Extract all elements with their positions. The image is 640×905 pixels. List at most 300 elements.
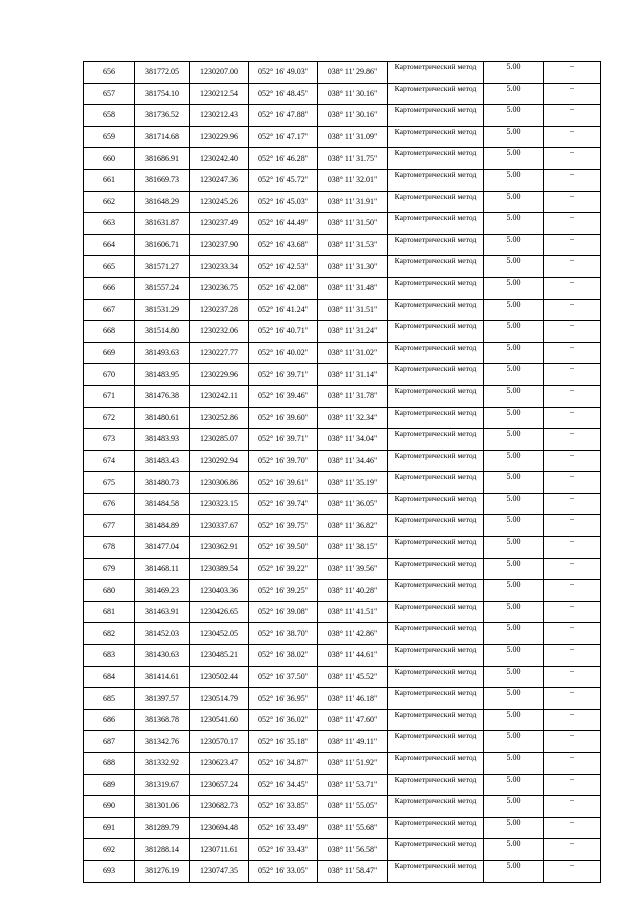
point-number-cell: 662 <box>84 191 135 213</box>
y-coordinate-cell: 1230711.61 <box>190 839 249 861</box>
method-cell: Картометрический метод <box>388 817 484 839</box>
latitude-cell: 052° 16' 43.68" <box>249 234 318 256</box>
table-row <box>84 62 601 84</box>
longitude-cell: 038° 11' 46.18" <box>318 688 388 710</box>
method-cell: Картометрический метод <box>388 537 484 559</box>
point-number-cell: 688 <box>84 753 135 775</box>
latitude-cell: 052° 16' 41.24" <box>249 299 318 321</box>
accuracy-cell: 5.00 <box>484 493 544 515</box>
table-row <box>84 688 601 710</box>
y-coordinate-cell: 1230403.36 <box>190 580 249 602</box>
y-coordinate-cell: 1230237.90 <box>190 234 249 256</box>
y-coordinate-cell: 1230485.21 <box>190 645 249 667</box>
longitude-cell: 038° 11' 51.92" <box>318 753 388 775</box>
accuracy-cell: 5.00 <box>484 601 544 623</box>
longitude-cell: 038° 11' 34.04" <box>318 429 388 451</box>
x-coordinate-cell: 381772.05 <box>135 62 190 84</box>
table-row <box>84 839 601 861</box>
method-cell: Картометрический метод <box>388 169 484 191</box>
x-coordinate-cell: 381571.27 <box>135 256 190 278</box>
x-coordinate-cell: 381430.63 <box>135 645 190 667</box>
y-coordinate-cell: 1230237.28 <box>190 299 249 321</box>
accuracy-cell: 5.00 <box>484 580 544 602</box>
x-coordinate-cell: 381557.24 <box>135 277 190 299</box>
x-coordinate-cell: 381514.80 <box>135 321 190 343</box>
point-number-cell: 670 <box>84 364 135 386</box>
latitude-cell: 052° 16' 39.75" <box>249 515 318 537</box>
method-cell: Картометрический метод <box>388 429 484 451</box>
y-coordinate-cell: 1230242.11 <box>190 385 249 407</box>
table-row <box>84 753 601 775</box>
latitude-cell: 052° 16' 45.72" <box>249 169 318 191</box>
note-cell: – <box>544 429 601 451</box>
method-cell: Картометрический метод <box>388 580 484 602</box>
accuracy-cell: 5.00 <box>484 839 544 861</box>
method-cell: Картометрический метод <box>388 601 484 623</box>
accuracy-cell: 5.00 <box>484 105 544 127</box>
point-number-cell: 677 <box>84 515 135 537</box>
x-coordinate-cell: 381342.76 <box>135 731 190 753</box>
y-coordinate-cell: 1230237.49 <box>190 213 249 235</box>
method-cell: Картометрический метод <box>388 234 484 256</box>
x-coordinate-cell: 381480.73 <box>135 472 190 494</box>
accuracy-cell: 5.00 <box>484 148 544 170</box>
latitude-cell: 052° 16' 39.22" <box>249 558 318 580</box>
method-cell: Картометрический метод <box>388 191 484 213</box>
latitude-cell: 052° 16' 46.28" <box>249 148 318 170</box>
point-number-cell: 680 <box>84 580 135 602</box>
longitude-cell: 038° 11' 56.58" <box>318 839 388 861</box>
note-cell: – <box>544 601 601 623</box>
method-cell: Картометрический метод <box>388 796 484 818</box>
method-cell: Картометрический метод <box>388 213 484 235</box>
table-row <box>84 342 601 364</box>
note-cell: – <box>544 450 601 472</box>
y-coordinate-cell: 1230541.60 <box>190 709 249 731</box>
method-cell: Картометрический метод <box>388 774 484 796</box>
note-cell: – <box>544 385 601 407</box>
accuracy-cell: 5.00 <box>484 277 544 299</box>
point-number-cell: 656 <box>84 62 135 84</box>
point-number-cell: 676 <box>84 493 135 515</box>
x-coordinate-cell: 381736.52 <box>135 105 190 127</box>
longitude-cell: 038° 11' 31.48" <box>318 277 388 299</box>
accuracy-cell: 5.00 <box>484 385 544 407</box>
x-coordinate-cell: 381288.14 <box>135 839 190 861</box>
accuracy-cell: 5.00 <box>484 450 544 472</box>
latitude-cell: 052° 16' 33.85" <box>249 796 318 818</box>
y-coordinate-cell: 1230232.06 <box>190 321 249 343</box>
longitude-cell: 038° 11' 31.78" <box>318 385 388 407</box>
note-cell: – <box>544 256 601 278</box>
table-row <box>84 580 601 602</box>
latitude-cell: 052° 16' 42.08" <box>249 277 318 299</box>
latitude-cell: 052° 16' 33.43" <box>249 839 318 861</box>
x-coordinate-cell: 381332.92 <box>135 753 190 775</box>
table-row <box>84 796 601 818</box>
longitude-cell: 038° 11' 58.47" <box>318 860 388 882</box>
y-coordinate-cell: 1230657.24 <box>190 774 249 796</box>
point-number-cell: 681 <box>84 601 135 623</box>
method-cell: Картометрический метод <box>388 666 484 688</box>
accuracy-cell: 5.00 <box>484 234 544 256</box>
x-coordinate-cell: 381452.03 <box>135 623 190 645</box>
table-row <box>84 105 601 127</box>
table-row <box>84 213 601 235</box>
table-row <box>84 645 601 667</box>
method-cell: Картометрический метод <box>388 83 484 105</box>
accuracy-cell: 5.00 <box>484 256 544 278</box>
latitude-cell: 052° 16' 39.50" <box>249 537 318 559</box>
accuracy-cell: 5.00 <box>484 774 544 796</box>
y-coordinate-cell: 1230247.36 <box>190 169 249 191</box>
y-coordinate-cell: 1230389.54 <box>190 558 249 580</box>
longitude-cell: 038° 11' 53.71" <box>318 774 388 796</box>
y-coordinate-cell: 1230252.86 <box>190 407 249 429</box>
accuracy-cell: 5.00 <box>484 169 544 191</box>
latitude-cell: 052° 16' 39.46" <box>249 385 318 407</box>
longitude-cell: 038° 11' 42.86" <box>318 623 388 645</box>
x-coordinate-cell: 381483.95 <box>135 364 190 386</box>
coordinates-table <box>83 61 601 883</box>
method-cell: Картометрический метод <box>388 645 484 667</box>
method-cell: Картометрический метод <box>388 731 484 753</box>
x-coordinate-cell: 381754.10 <box>135 83 190 105</box>
table-row <box>84 83 601 105</box>
x-coordinate-cell: 381397.57 <box>135 688 190 710</box>
accuracy-cell: 5.00 <box>484 860 544 882</box>
point-number-cell: 672 <box>84 407 135 429</box>
table-row <box>84 148 601 170</box>
accuracy-cell: 5.00 <box>484 537 544 559</box>
longitude-cell: 038° 11' 49.11" <box>318 731 388 753</box>
method-cell: Картометрический метод <box>388 450 484 472</box>
y-coordinate-cell: 1230452.05 <box>190 623 249 645</box>
table-row <box>84 537 601 559</box>
accuracy-cell: 5.00 <box>484 407 544 429</box>
accuracy-cell: 5.00 <box>484 472 544 494</box>
accuracy-cell: 5.00 <box>484 191 544 213</box>
note-cell: – <box>544 580 601 602</box>
y-coordinate-cell: 1230362.91 <box>190 537 249 559</box>
point-number-cell: 691 <box>84 817 135 839</box>
method-cell: Картометрический метод <box>388 860 484 882</box>
latitude-cell: 052° 16' 38.02" <box>249 645 318 667</box>
note-cell: – <box>544 105 601 127</box>
accuracy-cell: 5.00 <box>484 126 544 148</box>
longitude-cell: 038° 11' 30.16" <box>318 83 388 105</box>
point-number-cell: 690 <box>84 796 135 818</box>
longitude-cell: 038° 11' 31.02" <box>318 342 388 364</box>
accuracy-cell: 5.00 <box>484 817 544 839</box>
table-row <box>84 817 601 839</box>
table-row <box>84 321 601 343</box>
y-coordinate-cell: 1230236.75 <box>190 277 249 299</box>
y-coordinate-cell: 1230229.96 <box>190 364 249 386</box>
y-coordinate-cell: 1230514.79 <box>190 688 249 710</box>
accuracy-cell: 5.00 <box>484 321 544 343</box>
method-cell: Картометрический метод <box>388 515 484 537</box>
method-cell: Картометрический метод <box>388 385 484 407</box>
longitude-cell: 038° 11' 31.09" <box>318 126 388 148</box>
point-number-cell: 679 <box>84 558 135 580</box>
point-number-cell: 667 <box>84 299 135 321</box>
latitude-cell: 052° 16' 47.88" <box>249 105 318 127</box>
table-body <box>84 62 601 883</box>
longitude-cell: 038° 11' 31.24" <box>318 321 388 343</box>
point-number-cell: 689 <box>84 774 135 796</box>
accuracy-cell: 5.00 <box>484 83 544 105</box>
table-row <box>84 169 601 191</box>
method-cell: Картометрический метод <box>388 493 484 515</box>
point-number-cell: 675 <box>84 472 135 494</box>
x-coordinate-cell: 381469.23 <box>135 580 190 602</box>
method-cell: Картометрический метод <box>388 256 484 278</box>
note-cell: – <box>544 753 601 775</box>
table-row <box>84 126 601 148</box>
x-coordinate-cell: 381686.91 <box>135 148 190 170</box>
latitude-cell: 052° 16' 39.74" <box>249 493 318 515</box>
note-cell: – <box>544 472 601 494</box>
latitude-cell: 052° 16' 40.71" <box>249 321 318 343</box>
x-coordinate-cell: 381468.11 <box>135 558 190 580</box>
method-cell: Картометрический метод <box>388 321 484 343</box>
longitude-cell: 038° 11' 35.19" <box>318 472 388 494</box>
point-number-cell: 666 <box>84 277 135 299</box>
table-row <box>84 493 601 515</box>
note-cell: – <box>544 169 601 191</box>
method-cell: Картометрический метод <box>388 148 484 170</box>
x-coordinate-cell: 381368.78 <box>135 709 190 731</box>
note-cell: – <box>544 515 601 537</box>
latitude-cell: 052° 16' 39.71" <box>249 429 318 451</box>
note-cell: – <box>544 645 601 667</box>
y-coordinate-cell: 1230292.94 <box>190 450 249 472</box>
x-coordinate-cell: 381484.89 <box>135 515 190 537</box>
x-coordinate-cell: 381414.61 <box>135 666 190 688</box>
note-cell: – <box>544 623 601 645</box>
point-number-cell: 684 <box>84 666 135 688</box>
longitude-cell: 038° 11' 39.56" <box>318 558 388 580</box>
accuracy-cell: 5.00 <box>484 213 544 235</box>
longitude-cell: 038° 11' 31.91" <box>318 191 388 213</box>
y-coordinate-cell: 1230694.48 <box>190 817 249 839</box>
latitude-cell: 052° 16' 39.08" <box>249 601 318 623</box>
accuracy-cell: 5.00 <box>484 666 544 688</box>
longitude-cell: 038° 11' 31.14" <box>318 364 388 386</box>
x-coordinate-cell: 381480.61 <box>135 407 190 429</box>
table-row <box>84 277 601 299</box>
y-coordinate-cell: 1230233.34 <box>190 256 249 278</box>
point-number-cell: 674 <box>84 450 135 472</box>
latitude-cell: 052° 16' 42.53" <box>249 256 318 278</box>
table-row <box>84 623 601 645</box>
point-number-cell: 659 <box>84 126 135 148</box>
y-coordinate-cell: 1230212.43 <box>190 105 249 127</box>
method-cell: Картометрический метод <box>388 299 484 321</box>
note-cell: – <box>544 62 601 84</box>
note-cell: – <box>544 817 601 839</box>
point-number-cell: 685 <box>84 688 135 710</box>
longitude-cell: 038° 11' 31.53" <box>318 234 388 256</box>
note-cell: – <box>544 774 601 796</box>
accuracy-cell: 5.00 <box>484 62 544 84</box>
y-coordinate-cell: 1230747.35 <box>190 860 249 882</box>
point-number-cell: 673 <box>84 429 135 451</box>
x-coordinate-cell: 381631.87 <box>135 213 190 235</box>
y-coordinate-cell: 1230682.73 <box>190 796 249 818</box>
point-number-cell: 660 <box>84 148 135 170</box>
x-coordinate-cell: 381463.91 <box>135 601 190 623</box>
longitude-cell: 038° 11' 40.28" <box>318 580 388 602</box>
latitude-cell: 052° 16' 49.03" <box>249 62 318 84</box>
longitude-cell: 038° 11' 31.30" <box>318 256 388 278</box>
note-cell: – <box>544 731 601 753</box>
table-row <box>84 731 601 753</box>
x-coordinate-cell: 381483.93 <box>135 429 190 451</box>
note-cell: – <box>544 537 601 559</box>
table-row <box>84 558 601 580</box>
point-number-cell: 687 <box>84 731 135 753</box>
latitude-cell: 052° 16' 39.60" <box>249 407 318 429</box>
method-cell: Картометрический метод <box>388 709 484 731</box>
longitude-cell: 038° 11' 38.15" <box>318 537 388 559</box>
y-coordinate-cell: 1230242.40 <box>190 148 249 170</box>
longitude-cell: 038° 11' 55.68" <box>318 817 388 839</box>
note-cell: – <box>544 191 601 213</box>
latitude-cell: 052° 16' 35.18" <box>249 731 318 753</box>
accuracy-cell: 5.00 <box>484 753 544 775</box>
longitude-cell: 038° 11' 29.86" <box>318 62 388 84</box>
y-coordinate-cell: 1230502.44 <box>190 666 249 688</box>
latitude-cell: 052° 16' 34.87" <box>249 753 318 775</box>
accuracy-cell: 5.00 <box>484 299 544 321</box>
point-number-cell: 671 <box>84 385 135 407</box>
point-number-cell: 669 <box>84 342 135 364</box>
longitude-cell: 038° 11' 41.51" <box>318 601 388 623</box>
longitude-cell: 038° 11' 32.34" <box>318 407 388 429</box>
note-cell: – <box>544 126 601 148</box>
point-number-cell: 682 <box>84 623 135 645</box>
table-row <box>84 299 601 321</box>
x-coordinate-cell: 381477.04 <box>135 537 190 559</box>
note-cell: – <box>544 493 601 515</box>
method-cell: Картометрический метод <box>388 753 484 775</box>
latitude-cell: 052° 16' 39.71" <box>249 364 318 386</box>
point-number-cell: 678 <box>84 537 135 559</box>
y-coordinate-cell: 1230285.07 <box>190 429 249 451</box>
method-cell: Картометрический метод <box>388 126 484 148</box>
table-row <box>84 407 601 429</box>
point-number-cell: 664 <box>84 234 135 256</box>
table-row <box>84 774 601 796</box>
longitude-cell: 038° 11' 31.50" <box>318 213 388 235</box>
point-number-cell: 693 <box>84 860 135 882</box>
accuracy-cell: 5.00 <box>484 688 544 710</box>
latitude-cell: 052° 16' 39.70" <box>249 450 318 472</box>
longitude-cell: 038° 11' 30.16" <box>318 105 388 127</box>
longitude-cell: 038° 11' 55.05" <box>318 796 388 818</box>
table-row <box>84 191 601 213</box>
point-number-cell: 657 <box>84 83 135 105</box>
latitude-cell: 052° 16' 36.95" <box>249 688 318 710</box>
x-coordinate-cell: 381648.29 <box>135 191 190 213</box>
table-row <box>84 515 601 537</box>
note-cell: – <box>544 83 601 105</box>
latitude-cell: 052° 16' 39.25" <box>249 580 318 602</box>
table-row <box>84 666 601 688</box>
table-row <box>84 860 601 882</box>
latitude-cell: 052° 16' 38.70" <box>249 623 318 645</box>
accuracy-cell: 5.00 <box>484 645 544 667</box>
latitude-cell: 052° 16' 47.17" <box>249 126 318 148</box>
accuracy-cell: 5.00 <box>484 623 544 645</box>
point-number-cell: 668 <box>84 321 135 343</box>
table-row <box>84 450 601 472</box>
method-cell: Картометрический метод <box>388 472 484 494</box>
note-cell: – <box>544 342 601 364</box>
longitude-cell: 038° 11' 44.61" <box>318 645 388 667</box>
note-cell: – <box>544 796 601 818</box>
note-cell: – <box>544 213 601 235</box>
method-cell: Картометрический метод <box>388 277 484 299</box>
note-cell: – <box>544 666 601 688</box>
x-coordinate-cell: 381493.63 <box>135 342 190 364</box>
accuracy-cell: 5.00 <box>484 709 544 731</box>
latitude-cell: 052° 16' 48.45" <box>249 83 318 105</box>
note-cell: – <box>544 299 601 321</box>
y-coordinate-cell: 1230227.77 <box>190 342 249 364</box>
method-cell: Картометрический метод <box>388 623 484 645</box>
accuracy-cell: 5.00 <box>484 515 544 537</box>
longitude-cell: 038° 11' 31.51" <box>318 299 388 321</box>
accuracy-cell: 5.00 <box>484 364 544 386</box>
latitude-cell: 052° 16' 34.45" <box>249 774 318 796</box>
y-coordinate-cell: 1230337.67 <box>190 515 249 537</box>
table-row <box>84 429 601 451</box>
note-cell: – <box>544 407 601 429</box>
note-cell: – <box>544 364 601 386</box>
longitude-cell: 038° 11' 45.52" <box>318 666 388 688</box>
longitude-cell: 038° 11' 36.82" <box>318 515 388 537</box>
latitude-cell: 052° 16' 37.50" <box>249 666 318 688</box>
y-coordinate-cell: 1230570.17 <box>190 731 249 753</box>
point-number-cell: 658 <box>84 105 135 127</box>
method-cell: Картометрический метод <box>388 688 484 710</box>
table-row <box>84 709 601 731</box>
table-row <box>84 472 601 494</box>
accuracy-cell: 5.00 <box>484 429 544 451</box>
x-coordinate-cell: 381301.06 <box>135 796 190 818</box>
longitude-cell: 038° 11' 36.05" <box>318 493 388 515</box>
point-number-cell: 692 <box>84 839 135 861</box>
y-coordinate-cell: 1230207.00 <box>190 62 249 84</box>
note-cell: – <box>544 277 601 299</box>
table-row <box>84 234 601 256</box>
point-number-cell: 686 <box>84 709 135 731</box>
x-coordinate-cell: 381276.19 <box>135 860 190 882</box>
latitude-cell: 052° 16' 33.49" <box>249 817 318 839</box>
accuracy-cell: 5.00 <box>484 342 544 364</box>
y-coordinate-cell: 1230306.86 <box>190 472 249 494</box>
x-coordinate-cell: 381669.73 <box>135 169 190 191</box>
latitude-cell: 052° 16' 40.02" <box>249 342 318 364</box>
x-coordinate-cell: 381289.79 <box>135 817 190 839</box>
y-coordinate-cell: 1230245.26 <box>190 191 249 213</box>
note-cell: – <box>544 709 601 731</box>
note-cell: – <box>544 860 601 882</box>
y-coordinate-cell: 1230323.15 <box>190 493 249 515</box>
